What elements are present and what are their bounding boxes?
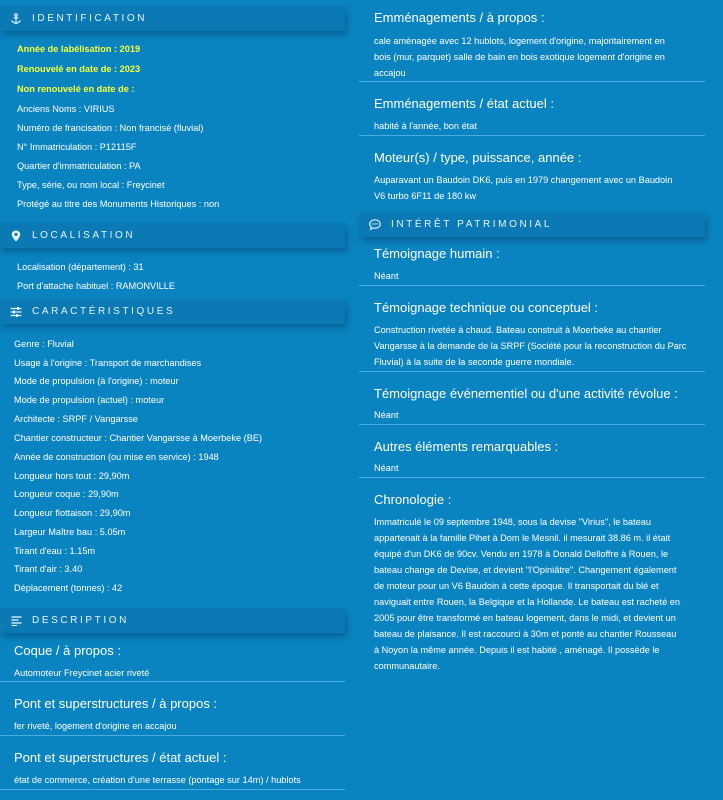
chronologie-line: de moteur pour un V6 Baudoin à cette époque. Il transportait du blé et [374,581,659,591]
pont-actuel-text: état de commerce, création d'une terrasse (pontage sur 14m) / hublots [14,775,301,785]
anciens-noms: Anciens Noms : VIRIUS [17,104,115,114]
chronologie-line: bateau change de Devise, et devient "l'Opiniâtre". Changement également [374,565,677,575]
sliders-icon [4,307,28,317]
annee-labelisation: Année de labélisation : 2019 [17,44,141,54]
pont-apropos-title: Pont et superstructures / à propos : [14,696,218,711]
numero-francisation: Numéro de francisation : Non francisé (fluvial) [17,123,204,133]
anchor-icon [4,13,28,25]
carac-item: Longueur coque : 29,90m [14,489,119,499]
localisation-departement: Localisation (département) : 31 [17,262,144,272]
moteur-title: Moteur(s) / type, puissance, année : [374,150,582,165]
divider [359,135,705,136]
quartier-immatriculation: Quartier d'immatriculation : PA [17,161,141,171]
carac-item: Déplacement (tonnes) : 42 [14,583,123,593]
carac-item: Chantier constructeur : Chantier Vangarsse à Moerbeke (BE) [14,433,263,443]
section-title: IDENTIFICATION [32,13,148,24]
caracteristiques-header [0,299,345,324]
chronologie-line: 2005 pour être transformé en bateau logement, dans le midi, et devient un [374,613,676,623]
type-serie: Type, série, ou nom local : Freycinet [17,180,165,190]
renouvele-date: Renouvelé en date de : 2023 [17,64,141,74]
section-title: CARACTÉRISTIQUES [32,306,176,317]
temoignage-evenementiel-text: Néant [374,410,399,420]
autres-elements-title: Autres éléments remarquables : [374,439,559,454]
chronologie-title: Chronologie : [374,492,452,507]
section-title: INTÉRÊT PATRIMONIAL [391,219,553,230]
pont-apropos-text: fer riveté, logement d'origine en accajou [14,721,177,731]
amenagements-actuel-title: Emménagements / état actuel : [374,96,554,111]
coque-title: Coque / à propos : [14,643,121,658]
temoignage-technique-line: Construction rivetée à chaud. Bateau construit à Moerbeke au chantier [374,325,662,335]
non-renouvele-date: Non renouvelé en date de : [17,84,135,94]
amenagements-apropos-line: bois (mur, parquet) salle de bain en bois exotique logement d'origine en [374,52,665,62]
monuments-historiques: Protégé au titre des Monuments Historiques : non [17,199,220,209]
chronologie-line: naviguait entre Rouen, la Belgique et la Hollande. Le bateau est racheté en [374,597,680,607]
chronologie-line: à Noyon la même année. Depuis il est habité , aménagé. Il possède le [374,645,660,655]
temoignage-humain-title: Témoignage humain : [374,246,500,261]
chronologie-line: appartenait à la famille Pihet à Dom le Mesnil. il mesurait 38.86 m. il était [374,533,671,543]
identification-header [0,6,345,31]
divider [359,371,705,372]
divider [0,681,345,682]
section-title: DESCRIPTION [32,615,129,626]
carac-item: Genre : Fluvial [14,339,74,349]
carac-item: Tirant d'eau : 1.15m [14,546,96,556]
divider [359,477,705,478]
temoignage-evenementiel-title: Témoignage événementiel ou d'une activité révolue : [374,386,678,401]
numero-immatriculation: N° Immatriculation : P12115F [17,142,137,152]
divider [359,285,705,286]
chronologie-line: équipé d'un DK6 de 90cv. Vendu en 1978 à Donald Delloffre à Rouen, le [374,549,669,559]
align-left-icon [4,616,28,626]
moteur-line: V6 turbo 6F11 de 180 kw [374,191,476,201]
carac-item: Tirant d'air : 3.40 [14,564,83,574]
carac-item: Année de construction (ou mise en service) : 1948 [14,452,219,462]
amenagements-apropos-line: cale aménagée avec 12 hublots, logement d'origine, majoritairement en [374,36,665,46]
temoignage-technique-title: Témoignage technique ou conceptuel : [374,300,599,315]
localisation-header [0,223,345,248]
carac-item: Largeur Maître bau : 5.05m [14,527,126,537]
carac-item: Usage à l'origine : Transport de marchandises [14,358,202,368]
temoignage-humain-text: Néant [374,271,399,281]
divider [0,735,345,736]
coque-text: Automoteur Freycinet acier riveté [14,668,150,678]
chronologie-line: bateau de plaisance. Il est raccourci à 30m et ponté au chantier Rousseau [374,629,677,639]
carac-item: Longueur hors tout : 29,90m [14,471,130,481]
divider [359,81,705,82]
amenagements-apropos-title: Emménagements / à propos : [374,10,545,25]
divider [359,424,705,425]
port-attache: Port d'attache habituel : RAMONVILLE [17,281,176,291]
description-header [0,608,345,633]
chronologie-line: communautaire. [374,661,440,671]
autres-elements-text: Néant [374,463,399,473]
divider [0,789,345,790]
comment-icon [363,219,387,230]
carac-item: Architecte : SRPF / Vangarsse [14,414,138,424]
pont-actuel-title: Pont et superstructures / état actuel : [14,750,227,765]
amenagements-actuel-text: habité à l'année, bon état [374,121,477,131]
carac-item: Mode de propulsion (actuel) : moteur [14,395,165,405]
temoignage-technique-line: Vangarsse à la demande de la SRPF (Société pour la reconstruction du Parc [374,341,687,351]
map-pin-icon [4,230,28,242]
section-title: LOCALISATION [32,230,136,241]
moteur-line: Auparavant un Baudoin DK6, puis en 1979 changement avec un Baudoin [374,175,673,185]
interet-patrimonial-header [359,212,705,237]
carac-item: Mode de propulsion (à l'origine) : moteur [14,376,179,386]
amenagements-apropos-line: accajou [374,68,406,78]
chronologie-line: Immatriculé le 09 septembre 1948, sous la devise "Virius", le bateau [374,517,652,527]
temoignage-technique-line: Fluvial) à la suite de la seconde guerre mondiale. [374,357,575,367]
carac-item: Longueur flottaison : 29,90m [14,508,131,518]
